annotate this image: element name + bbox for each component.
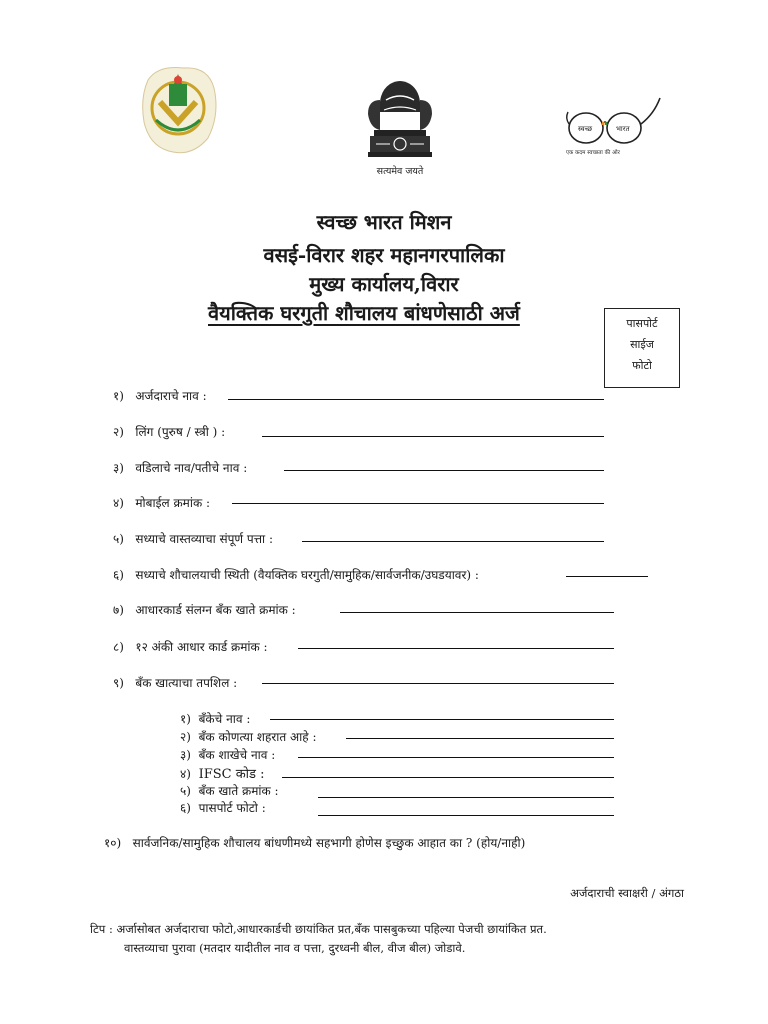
bank-account-details-line[interactable]	[262, 683, 614, 684]
sub-label: बँक शाखेचे नाव :	[198, 748, 276, 762]
field-father-husband-name	[113, 459, 247, 476]
field-label: सध्याचे वास्तव्याचा संपूर्ण पत्ता :	[135, 532, 273, 546]
applicant-name-line[interactable]	[228, 399, 604, 400]
sub-number: १)	[180, 712, 191, 726]
aadhaar-linked-bank-account-line[interactable]	[340, 612, 614, 613]
national-emblem-icon	[360, 70, 440, 175]
field-bank-account-details	[113, 674, 237, 691]
field-number: १)	[113, 389, 124, 403]
bank-name-line[interactable]	[270, 719, 614, 720]
corporation-title: वसई-विरार शहर महानगरपालिका	[263, 243, 505, 267]
swachh-bharat-logo	[556, 96, 666, 161]
bank-detail-bank-city	[180, 728, 317, 745]
sub-label: पासपोर्ट फोटो :	[198, 801, 266, 815]
municipal-corporation-logo	[138, 60, 220, 160]
ifsc-code-line[interactable]	[282, 777, 614, 778]
bank-city-line[interactable]	[346, 738, 614, 739]
form-title: वैयक्तिक घरगुती शौचालय बांधणेसाठी अर्ज	[208, 301, 520, 325]
toilet-status-line[interactable]	[566, 576, 648, 577]
applicant-signature-label: अर्जदाराची स्वाक्षरी / अंगठा	[570, 886, 684, 900]
sub-number: ४)	[180, 767, 191, 781]
emblem-motto: सत्यमेव जयते	[376, 166, 424, 177]
gender-line[interactable]	[262, 436, 604, 437]
field-label: लिंग (पुरुष / स्त्री ) :	[135, 425, 226, 439]
field-number: २)	[113, 425, 124, 439]
field-number: १०)	[104, 836, 122, 850]
field-aadhaar-number	[113, 638, 268, 655]
sub-number: ६)	[180, 801, 191, 815]
bank-detail-passport-photo	[180, 799, 266, 816]
photo-box-line3: फोटो	[632, 359, 652, 372]
office-title: मुख्य कार्यालय,विरार	[309, 272, 459, 296]
field-label: सार्वजनिक/सामुहिक शौचालय बांधणीमध्ये सहभागी होणेस इच्छुक आहात का ? (होय/नाही)	[132, 836, 526, 850]
bank-detail-account-number	[180, 782, 279, 799]
current-address-line[interactable]	[302, 541, 604, 542]
photo-box-line1: पासपोर्ट	[626, 317, 658, 330]
field-label: वडिलाचे नाव/पतीचे नाव :	[135, 461, 248, 475]
sub-label: IFSC कोड :	[198, 767, 265, 782]
field-label: मोबाईल क्रमांक :	[135, 496, 211, 510]
field-number: ३)	[113, 461, 124, 475]
bank-detail-bank-name	[180, 710, 250, 727]
account-number-line[interactable]	[318, 797, 614, 798]
sub-label: बँकेचे नाव :	[198, 712, 251, 726]
branch-name-line[interactable]	[298, 757, 614, 758]
mobile-number-line[interactable]	[232, 503, 604, 504]
field-number: ७)	[113, 603, 124, 617]
bank-detail-ifsc-code	[180, 764, 265, 782]
note-line-1: टिप : अर्जासोबत अर्जदाराचा फोटो,आधारकार्डची छायांकित प्रत,बँक पासबुकच्या पहिल्या पेजची छायांकित प्रत.	[90, 922, 547, 936]
field-gender	[113, 423, 225, 440]
aadhaar-number-line[interactable]	[298, 648, 614, 649]
field-label: अर्जदाराचे नाव :	[135, 389, 207, 403]
field-number: ५)	[113, 532, 124, 546]
field-mobile-number	[113, 494, 210, 511]
sub-number: ५)	[180, 784, 191, 798]
bharat-word: भारत	[616, 125, 630, 133]
passport-photo-box[interactable]	[604, 308, 680, 388]
field-label: सध्याचे शौचालयाची स्थिती (वैयक्तिक घरगुती/सामुहिक/सार्वजनीक/उघडयावर) :	[135, 568, 479, 582]
field-toilet-status	[113, 566, 479, 583]
field-number: ८)	[113, 640, 124, 654]
father-husband-name-line[interactable]	[284, 470, 604, 471]
field-current-address	[113, 530, 273, 547]
field-community-toilet-participation	[104, 834, 525, 851]
note-line-2: वास्तव्याचा पुरावा (मतदार यादीतील नाव व पत्ता, दुरध्वनी बील, वीज बील) जोडावे.	[124, 941, 466, 955]
field-label: १२ अंकी आधार कार्ड क्रमांक :	[135, 640, 268, 654]
photo-box-line2: साईज	[630, 338, 654, 351]
passport-photo-line[interactable]	[318, 815, 614, 816]
sub-label: बँक कोणत्या शहरात आहे :	[198, 730, 317, 744]
sub-label: बँक खाते क्रमांक :	[198, 784, 279, 798]
field-number: ९)	[113, 676, 124, 690]
bank-detail-branch-name	[180, 746, 275, 763]
swachh-tagline: एक कदम स्वच्छता की ओर	[566, 150, 620, 156]
field-label: बँक खात्याचा तपशिल :	[135, 676, 238, 690]
field-aadhaar-linked-bank-account	[113, 601, 296, 618]
mission-title: स्वच्छ भारत मिशन	[316, 210, 452, 234]
field-number: ४)	[113, 496, 124, 510]
field-applicant-name	[113, 387, 207, 404]
field-label: आधारकार्ड संलग्न बँक खाते क्रमांक :	[135, 603, 296, 617]
field-number: ६)	[113, 568, 124, 582]
swachh-word: स्वच्छ	[578, 125, 593, 133]
sub-number: २)	[180, 730, 191, 744]
sub-number: ३)	[180, 748, 191, 762]
